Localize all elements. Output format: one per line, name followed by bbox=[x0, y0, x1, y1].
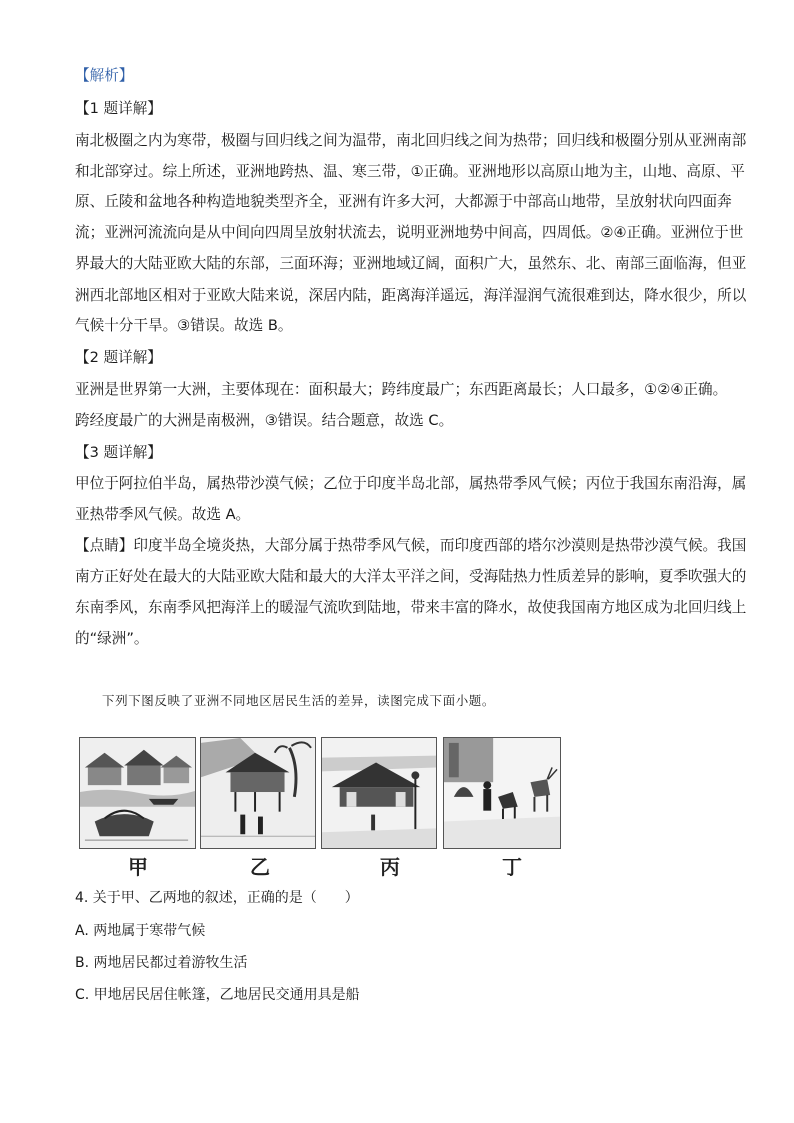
q1-line: 界最大的大陆亚欧大陆的东部，三面环海；亚洲地域辽阔，面积广大，虽然东、北、南部三面临海，但亚 bbox=[75, 255, 747, 272]
question-4-option-b[interactable]: B. 两地居民都过着游牧生活 bbox=[75, 955, 248, 971]
q1-line: 原、丘陵和盆地各种构造地貌类型齐全，亚洲有许多大河，大都源于中部高山地带，呈放射状向四面奔 bbox=[75, 193, 732, 210]
q1-line: 南北极圈之内为寒带，极圈与回归线之间为温带，南北回归线之间为热带；回归线和极圈分别从亚洲南部 bbox=[75, 132, 747, 149]
q1-line: 洲西北部地区相对于亚欧大陆来说，深居内陆，距离海洋遥远，海洋湿润气流很难到达，降水很少，所以 bbox=[75, 287, 747, 304]
figure-label-bing: 丙 bbox=[380, 855, 400, 879]
figure-strip bbox=[79, 737, 561, 849]
tip-line-first: 【点睛】印度半岛全境炎热，大部分属于热带季风气候，而印度西部的塔尔沙漠则是热带沙漠气候。我国 bbox=[75, 537, 747, 554]
question-4-option-a[interactable]: A. 两地属于寒带气候 bbox=[75, 923, 206, 939]
q1-line: 和北部穿过。综上所述，亚洲地跨热、温、寒三带，①正确。亚洲地形以高原山地为主，山地、高原、平 bbox=[75, 163, 745, 180]
q2-line: 跨经度最广的大洲是南极洲，③错误。结合题意，故选 C。 bbox=[75, 412, 454, 429]
tip-line: 东南季风，东南季风把海洋上的暖湿气流吹到陆地，带来丰富的降水，故使我国南方地区成为北回归线上 bbox=[75, 599, 747, 616]
q1-line: 流；亚洲河流流向是从中间向四周呈放射状流去，说明亚洲地势中间高，四周低。②④正确。亚洲位于世 bbox=[75, 224, 744, 241]
question-4-option-c[interactable]: C. 甲地居民居住帐篷，乙地居民交通用具是船 bbox=[75, 987, 360, 1003]
figure-label-yi: 乙 bbox=[250, 855, 270, 879]
figure-label-ding: 丁 bbox=[502, 855, 522, 879]
q1-header: 【1 题详解】 bbox=[75, 100, 162, 117]
tip-line: 南方正好处在最大的大陆亚欧大陆和最大的大洋太平洋之间，受海陆热力性质差异的影响，夏季吹强大的 bbox=[75, 568, 747, 585]
q3-line: 甲位于阿拉伯半岛，属热带沙漠气候；乙位于印度半岛北部，属热带季风气候；丙位于我国东南沿海，属 bbox=[75, 475, 747, 492]
picture-bing-courtyard bbox=[321, 737, 437, 849]
tip-header: 【点睛】 bbox=[75, 537, 134, 554]
figure-caption: 下列下图反映了亚洲不同地区居民生活的差异，读图完成下面小题。 bbox=[102, 693, 496, 708]
question-4-stem: 4. 关于甲、乙两地的叙述，正确的是（ ） bbox=[75, 890, 359, 906]
q2-header: 【2 题详解】 bbox=[75, 349, 162, 366]
q3-header: 【3 题详解】 bbox=[75, 444, 162, 461]
analysis-header: 【解析】 bbox=[75, 67, 134, 84]
picture-ding-reindeer bbox=[443, 737, 561, 849]
q2-line: 亚洲是世界第一大洲，主要体现在：面积最大；跨纬度最广；东西距离最长；人口最多，①②④正确。 bbox=[75, 381, 728, 398]
picture-jia-water-village bbox=[79, 737, 196, 849]
q1-line: 气候十分干旱。③错误。故选 B。 bbox=[75, 317, 293, 334]
figure-label-jia: 甲 bbox=[128, 855, 148, 879]
q3-line: 亚热带季风气候。故选 A。 bbox=[75, 506, 251, 523]
tip-line: 的“绿洲”。 bbox=[75, 630, 149, 647]
picture-yi-stilt-house bbox=[200, 737, 316, 849]
